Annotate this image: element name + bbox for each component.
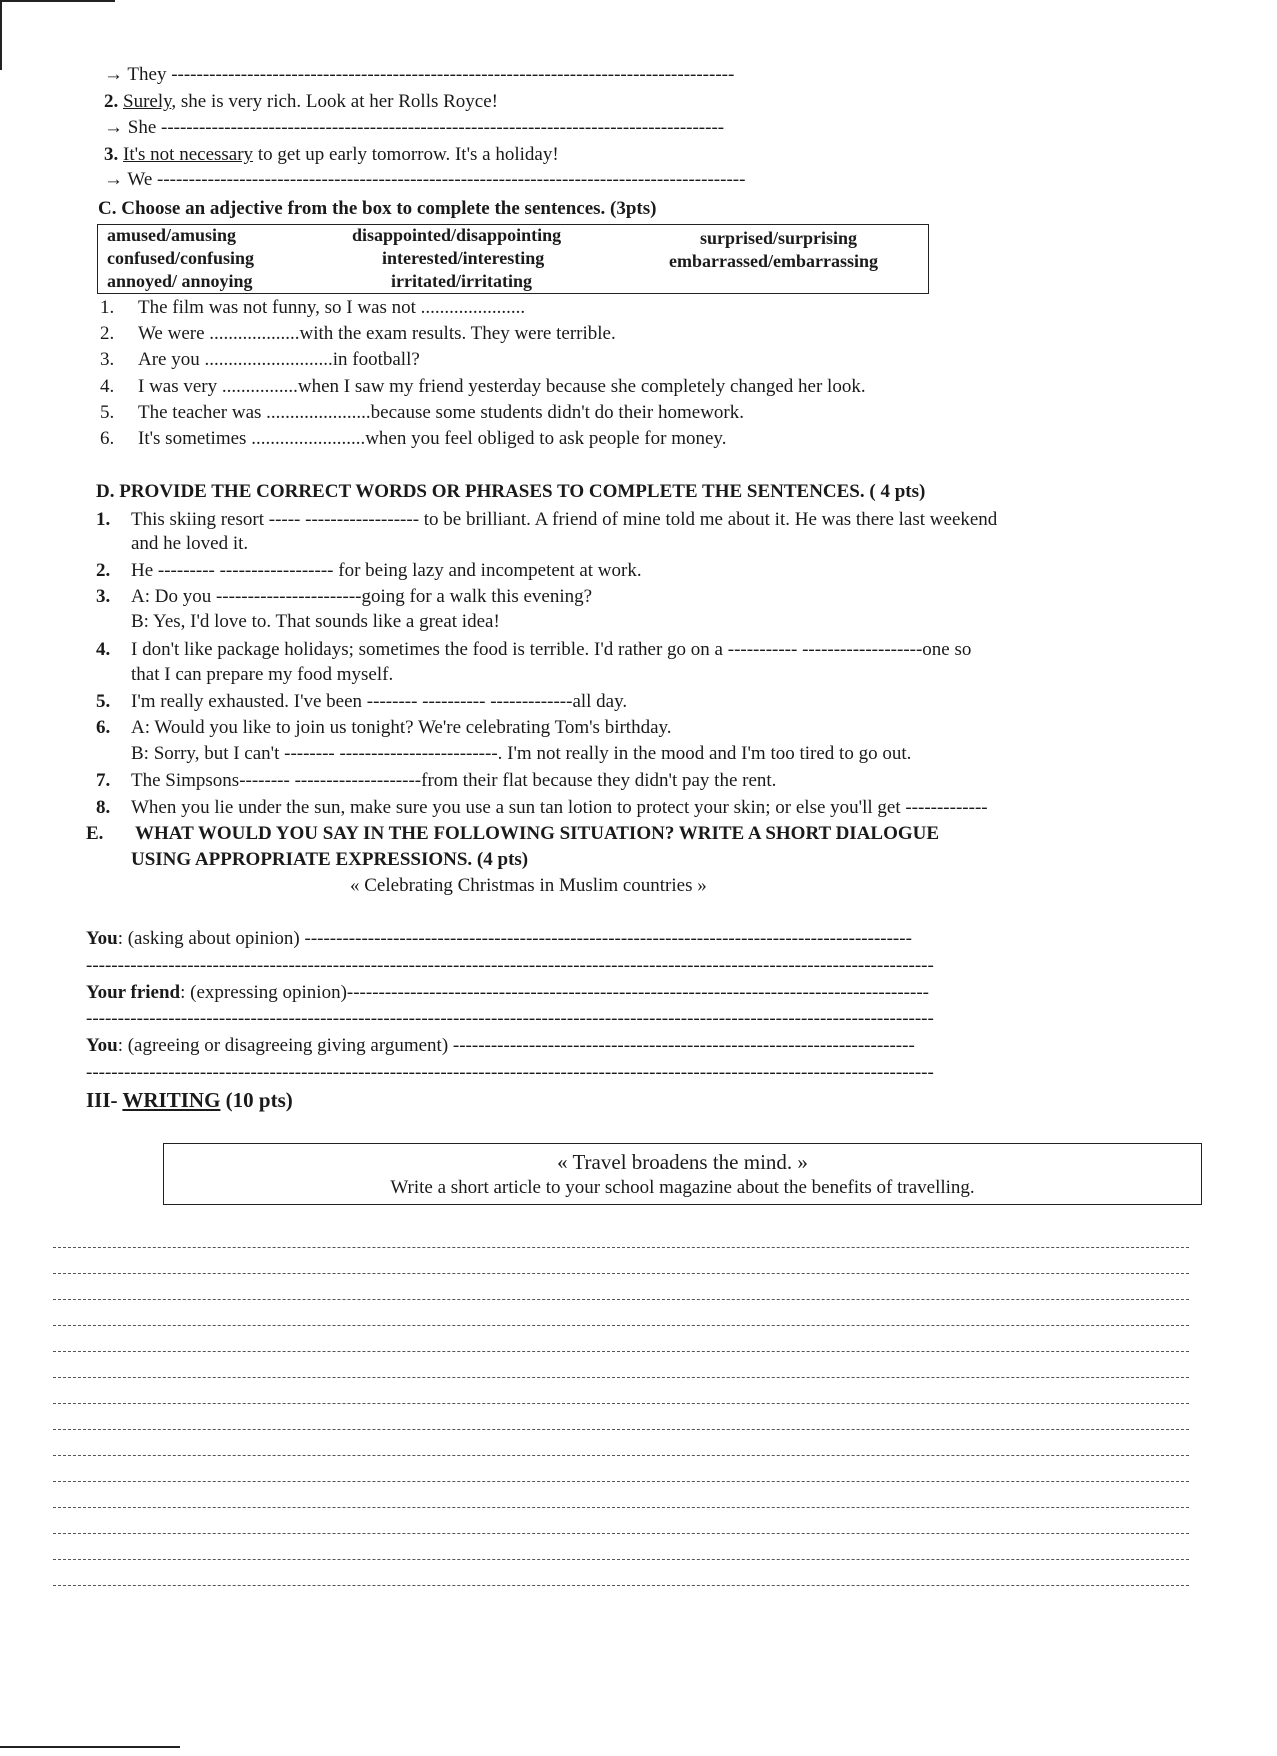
transform-they: → They ----------------------------------------------------------------------------------------- [104,64,735,85]
section-d-item-cont: that I can prepare my food myself. [131,664,394,685]
writing-answer-line [53,1455,1189,1456]
section-e-topic: « Celebrating Christmas in Muslim countries » [350,875,707,896]
section-c-item: 4. I was very ................when I saw my friend yesterday because she completely changed her look. [100,376,866,397]
item-number: 3. [104,144,119,165]
scan-edge-bottom [0,1746,180,1748]
section-d-item-cont: B: Sorry, but I can't -------- -------------------------. I'm not really in the mood and I'm too tired to go out. [131,743,912,764]
section-d-item-cont: and he loved it. [131,533,249,554]
writing-prompt-box [163,1143,1202,1205]
writing-answer-line [53,1507,1189,1508]
writing-quote: « Travel broadens the mind. » [557,1150,808,1174]
transform-she: → She ----------------------------------------------------------------------------------------- [104,117,725,138]
section-e-heading-line2: USING APPROPRIATE EXPRESSIONS. (4 pts) [131,849,529,870]
writing-answer-line [53,1585,1189,1586]
writing-answer-line [53,1403,1189,1404]
section-c-item: 1. The film was not funny, so I was not ...................... [100,297,526,318]
writing-answer-line [53,1273,1189,1274]
section-d-item: 5. I'm really exhausted. I've been -------- ---------- -------------all day. [96,691,628,712]
item-number: 2. [104,91,119,112]
section-d-heading: D. PROVIDE THE CORRECT WORDS OR PHRASES TO COMPLETE THE SENTENCES. ( 4 pts) [96,481,926,502]
transform-we: → We --------------------------------------------------------------------------------------------- [104,169,746,190]
section-d-item: 6. A: Would you like to join us tonight? We're celebrating Tom's birthday. [96,717,672,738]
writing-answer-line [53,1481,1189,1482]
adjective-cell: embarrassed/embarrassing [669,251,878,271]
transform-item-2 [104,91,498,113]
dialogue-line-you-2: You: (agreeing or disagreeing giving argument) ------------------------------------------------------------------------- [86,1035,915,1056]
section-c-item: 2. We were ...................with the exam results. They were terrible. [100,323,616,344]
writing-answer-line [53,1299,1189,1300]
section-d-item: 8. When you lie under the sun, make sure you use a sun tan lotion to protect your skin; or else you'll get ------------- [96,797,988,818]
adjective-cell: interested/interesting [382,248,545,268]
adjective-cell: irritated/irritating [391,271,532,291]
dialogue-answer-line: -------------------------------------------------------------------------------------------------------------------------------------- [86,1062,934,1083]
transform-item-2-text: , she is very rich. Look at her Rolls Royce! [171,91,498,112]
scan-edge-top [0,0,115,2]
adjective-cell: amused/amusing [107,225,237,245]
section-c-item: 6. It's sometimes ........................when you feel obliged to ask people for money. [100,428,727,449]
section-d-item-cont: B: Yes, I'd love to. That sounds like a great idea! [131,611,500,632]
writing-heading: III- WRITING (10 pts) [86,1088,293,1112]
dialogue-answer-line: -------------------------------------------------------------------------------------------------------------------------------------- [86,1008,934,1029]
writing-answer-line [53,1325,1189,1326]
adjective-box [97,224,929,294]
section-c-item: 3. Are you ...........................in football? [100,349,420,370]
writing-answer-line [53,1247,1189,1248]
adjective-cell: disappointed/disappointing [352,225,562,245]
dialogue-answer-line: -------------------------------------------------------------------------------------------------------------------------------------- [86,955,934,976]
writing-instruction: Write a short article to your school magazine about the benefits of travelling. [390,1177,975,1198]
adjective-cell: confused/confusing [107,248,255,268]
writing-answer-line [53,1559,1189,1560]
section-d-item: 3. A: Do you -----------------------going for a walk this evening? [96,586,593,607]
section-c-heading: C. Choose an adjective from the box to complete the sentences. (3pts) [98,198,657,219]
scan-edge-left [0,0,2,70]
dialogue-line-you-1: You: (asking about opinion) ------------------------------------------------------------------------------------------------ [86,928,912,949]
adjective-cell: surprised/surprising [700,228,858,248]
section-e-letter: E. [86,823,104,844]
adjective-cell: annoyed/ annoying [107,271,253,291]
transform-item-3 [104,144,559,166]
underlined-word: Surely [123,91,172,112]
dialogue-line-friend: Your friend: (expressing opinion)-------------------------------------------------------------------------------------------- [86,982,929,1003]
writing-answer-line [53,1429,1189,1430]
writing-answer-line [53,1351,1189,1352]
writing-answer-line [53,1533,1189,1534]
section-d-item: 4. I don't like package holidays; sometimes the food is terrible. I'd rather go on a ----------- -------------------one so [96,639,972,660]
transform-item-3-text: to get up early tomorrow. It's a holiday! [253,144,559,165]
writing-answer-line [53,1377,1189,1378]
section-d-item: 2. He --------- ------------------ for being lazy and incompetent at work. [96,560,642,581]
section-e-heading-line1: WHAT WOULD YOU SAY IN THE FOLLOWING SITUATION? WRITE A SHORT DIALOGUE [135,823,940,844]
section-d-item: 1. This skiing resort ----- ------------------ to be brilliant. A friend of mine told me about it. He was there last weekend [96,509,998,530]
section-c-item: 5. The teacher was ......................because some students didn't do their homework. [100,402,744,423]
underlined-phrase: It's not necessary [123,144,254,165]
section-d-item: 7. The Simpsons-------- --------------------from their flat because they didn't pay the rent. [96,770,777,791]
